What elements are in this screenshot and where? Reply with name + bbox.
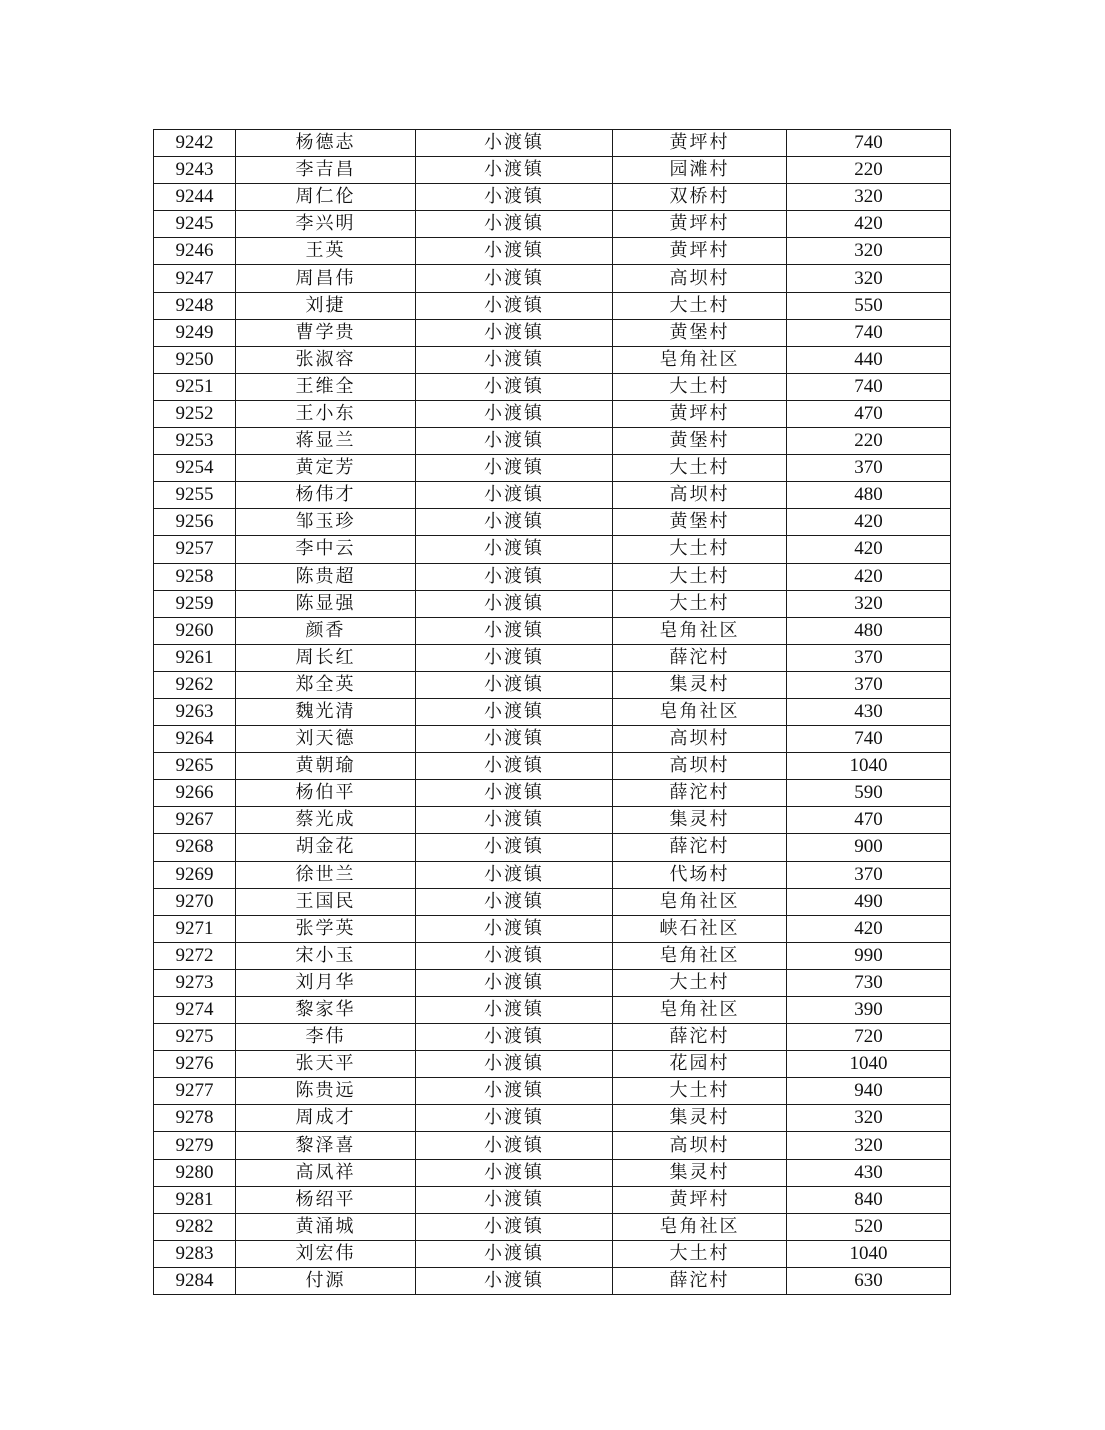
village-name: 黄堡村: [613, 509, 787, 536]
town-name: 小渡镇: [416, 184, 613, 211]
town-name: 小渡镇: [416, 1024, 613, 1051]
person-name: 王维全: [236, 373, 416, 400]
amount-value: 320: [787, 265, 951, 292]
row-number: 9256: [154, 509, 236, 536]
table-row: [154, 671, 951, 698]
village-name: 皂角社区: [613, 1213, 787, 1240]
town-name: 小渡镇: [416, 969, 613, 996]
village-name: 大土村: [613, 1078, 787, 1105]
town-name: 小渡镇: [416, 292, 613, 319]
town-name: 小渡镇: [416, 834, 613, 861]
amount-value: 900: [787, 834, 951, 861]
village-name: 大土村: [613, 563, 787, 590]
row-number: 9244: [154, 184, 236, 211]
town-name: 小渡镇: [416, 346, 613, 373]
amount-value: 420: [787, 915, 951, 942]
person-name: 李兴明: [236, 211, 416, 238]
amount-value: 320: [787, 590, 951, 617]
table-row: [154, 780, 951, 807]
amount-value: 420: [787, 211, 951, 238]
village-name: 高坝村: [613, 1132, 787, 1159]
town-name: 小渡镇: [416, 726, 613, 753]
person-name: 周仁伦: [236, 184, 416, 211]
table-row: [154, 1078, 951, 1105]
town-name: 小渡镇: [416, 807, 613, 834]
village-name: 集灵村: [613, 807, 787, 834]
town-name: 小渡镇: [416, 130, 613, 157]
person-name: 陈显强: [236, 590, 416, 617]
village-name: 代场村: [613, 861, 787, 888]
table-row: [154, 644, 951, 671]
table-row: [154, 1105, 951, 1132]
row-number: 9279: [154, 1132, 236, 1159]
person-name: 蔡光成: [236, 807, 416, 834]
person-name: 张淑容: [236, 346, 416, 373]
person-name: 高凤祥: [236, 1159, 416, 1186]
village-name: 双桥村: [613, 184, 787, 211]
row-number: 9247: [154, 265, 236, 292]
amount-value: 490: [787, 888, 951, 915]
village-name: 集灵村: [613, 1159, 787, 1186]
town-name: 小渡镇: [416, 861, 613, 888]
person-name: 陈贵远: [236, 1078, 416, 1105]
amount-value: 370: [787, 861, 951, 888]
amount-value: 370: [787, 455, 951, 482]
village-name: 峡石社区: [613, 915, 787, 942]
amount-value: 320: [787, 184, 951, 211]
village-name: 黄堡村: [613, 428, 787, 455]
amount-value: 470: [787, 400, 951, 427]
row-number: 9261: [154, 644, 236, 671]
town-name: 小渡镇: [416, 1051, 613, 1078]
village-name: 大土村: [613, 1240, 787, 1267]
village-name: 大土村: [613, 536, 787, 563]
village-name: 大土村: [613, 455, 787, 482]
village-name: 黄坪村: [613, 211, 787, 238]
table-row: [154, 319, 951, 346]
row-number: 9272: [154, 942, 236, 969]
row-number: 9269: [154, 861, 236, 888]
town-name: 小渡镇: [416, 644, 613, 671]
amount-value: 370: [787, 644, 951, 671]
town-name: 小渡镇: [416, 780, 613, 807]
village-name: 大土村: [613, 969, 787, 996]
person-name: 曹学贵: [236, 319, 416, 346]
row-number: 9251: [154, 373, 236, 400]
row-number: 9243: [154, 157, 236, 184]
amount-value: 940: [787, 1078, 951, 1105]
village-name: 黄堡村: [613, 319, 787, 346]
amount-value: 1040: [787, 1051, 951, 1078]
row-number: 9255: [154, 482, 236, 509]
row-number: 9263: [154, 698, 236, 725]
person-name: 杨绍平: [236, 1186, 416, 1213]
amount-value: 320: [787, 1132, 951, 1159]
row-number: 9281: [154, 1186, 236, 1213]
town-name: 小渡镇: [416, 1213, 613, 1240]
amount-value: 430: [787, 1159, 951, 1186]
amount-value: 740: [787, 373, 951, 400]
table-row: [154, 346, 951, 373]
table-row: [154, 211, 951, 238]
amount-value: 220: [787, 428, 951, 455]
amount-value: 370: [787, 671, 951, 698]
amount-value: 440: [787, 346, 951, 373]
village-name: 高坝村: [613, 482, 787, 509]
row-number: 9262: [154, 671, 236, 698]
town-name: 小渡镇: [416, 617, 613, 644]
row-number: 9267: [154, 807, 236, 834]
village-name: 大土村: [613, 373, 787, 400]
village-name: 薛沱村: [613, 834, 787, 861]
table-row: [154, 753, 951, 780]
person-name: 魏光清: [236, 698, 416, 725]
amount-value: 590: [787, 780, 951, 807]
table-row: [154, 834, 951, 861]
town-name: 小渡镇: [416, 455, 613, 482]
table-row: [154, 590, 951, 617]
row-number: 9284: [154, 1267, 236, 1294]
village-name: 皂角社区: [613, 997, 787, 1024]
amount-value: 740: [787, 130, 951, 157]
row-number: 9278: [154, 1105, 236, 1132]
village-name: 大土村: [613, 590, 787, 617]
person-name: 徐世兰: [236, 861, 416, 888]
town-name: 小渡镇: [416, 590, 613, 617]
table-row: [154, 1186, 951, 1213]
village-name: 薛沱村: [613, 1267, 787, 1294]
row-number: 9282: [154, 1213, 236, 1240]
amount-value: 1040: [787, 753, 951, 780]
town-name: 小渡镇: [416, 942, 613, 969]
person-name: 刘宏伟: [236, 1240, 416, 1267]
amount-value: 420: [787, 536, 951, 563]
village-name: 皂角社区: [613, 698, 787, 725]
person-name: 王英: [236, 238, 416, 265]
row-number: 9254: [154, 455, 236, 482]
village-name: 皂角社区: [613, 942, 787, 969]
village-name: 大土村: [613, 292, 787, 319]
person-name: 黎家华: [236, 997, 416, 1024]
town-name: 小渡镇: [416, 1159, 613, 1186]
town-name: 小渡镇: [416, 1186, 613, 1213]
amount-value: 740: [787, 319, 951, 346]
roster-table-body: [154, 130, 951, 1295]
table-row: [154, 238, 951, 265]
amount-value: 740: [787, 726, 951, 753]
amount-value: 730: [787, 969, 951, 996]
town-name: 小渡镇: [416, 698, 613, 725]
village-name: 花园村: [613, 1051, 787, 1078]
village-name: 黄坪村: [613, 238, 787, 265]
town-name: 小渡镇: [416, 1105, 613, 1132]
row-number: 9275: [154, 1024, 236, 1051]
village-name: 皂角社区: [613, 888, 787, 915]
row-number: 9270: [154, 888, 236, 915]
amount-value: 840: [787, 1186, 951, 1213]
amount-value: 550: [787, 292, 951, 319]
row-number: 9250: [154, 346, 236, 373]
row-number: 9252: [154, 400, 236, 427]
person-name: 杨德志: [236, 130, 416, 157]
table-row: [154, 942, 951, 969]
village-name: 薛沱村: [613, 644, 787, 671]
person-name: 黄定芳: [236, 455, 416, 482]
amount-value: 520: [787, 1213, 951, 1240]
town-name: 小渡镇: [416, 482, 613, 509]
town-name: 小渡镇: [416, 1240, 613, 1267]
person-name: 杨伯平: [236, 780, 416, 807]
person-name: 蒋显兰: [236, 428, 416, 455]
table-row: [154, 861, 951, 888]
table-row: [154, 455, 951, 482]
amount-value: 990: [787, 942, 951, 969]
village-name: 园滩村: [613, 157, 787, 184]
row-number: 9264: [154, 726, 236, 753]
person-name: 宋小玉: [236, 942, 416, 969]
roster-table: [153, 129, 951, 1295]
row-number: 9271: [154, 915, 236, 942]
amount-value: 1040: [787, 1240, 951, 1267]
table-row: [154, 509, 951, 536]
town-name: 小渡镇: [416, 157, 613, 184]
table-row: [154, 1132, 951, 1159]
table-row: [154, 157, 951, 184]
table-row: [154, 482, 951, 509]
town-name: 小渡镇: [416, 428, 613, 455]
town-name: 小渡镇: [416, 373, 613, 400]
person-name: 李吉昌: [236, 157, 416, 184]
table-row: [154, 807, 951, 834]
village-name: 黄坪村: [613, 400, 787, 427]
row-number: 9253: [154, 428, 236, 455]
row-number: 9259: [154, 590, 236, 617]
table-row: [154, 997, 951, 1024]
person-name: 刘天德: [236, 726, 416, 753]
person-name: 周成才: [236, 1105, 416, 1132]
table-row: [154, 1159, 951, 1186]
row-number: 9258: [154, 563, 236, 590]
person-name: 张天平: [236, 1051, 416, 1078]
table-row: [154, 1024, 951, 1051]
row-number: 9248: [154, 292, 236, 319]
town-name: 小渡镇: [416, 753, 613, 780]
town-name: 小渡镇: [416, 400, 613, 427]
table-row: [154, 698, 951, 725]
person-name: 王国民: [236, 888, 416, 915]
amount-value: 430: [787, 698, 951, 725]
person-name: 周长红: [236, 644, 416, 671]
table-row: [154, 1051, 951, 1078]
town-name: 小渡镇: [416, 1132, 613, 1159]
table-row: [154, 915, 951, 942]
village-name: 薛沱村: [613, 1024, 787, 1051]
person-name: 黄朝瑜: [236, 753, 416, 780]
village-name: 高坝村: [613, 265, 787, 292]
person-name: 邹玉珍: [236, 509, 416, 536]
table-row: [154, 428, 951, 455]
amount-value: 320: [787, 1105, 951, 1132]
person-name: 黎泽喜: [236, 1132, 416, 1159]
person-name: 黄涌城: [236, 1213, 416, 1240]
table-row: [154, 373, 951, 400]
town-name: 小渡镇: [416, 888, 613, 915]
town-name: 小渡镇: [416, 1078, 613, 1105]
town-name: 小渡镇: [416, 563, 613, 590]
town-name: 小渡镇: [416, 509, 613, 536]
town-name: 小渡镇: [416, 536, 613, 563]
row-number: 9276: [154, 1051, 236, 1078]
amount-value: 420: [787, 509, 951, 536]
person-name: 周昌伟: [236, 265, 416, 292]
person-name: 刘月华: [236, 969, 416, 996]
person-name: 付源: [236, 1267, 416, 1294]
row-number: 9277: [154, 1078, 236, 1105]
person-name: 李中云: [236, 536, 416, 563]
table-row: [154, 292, 951, 319]
village-name: 薛沱村: [613, 780, 787, 807]
table-row: [154, 536, 951, 563]
table-row: [154, 563, 951, 590]
amount-value: 390: [787, 997, 951, 1024]
person-name: 胡金花: [236, 834, 416, 861]
table-row: [154, 130, 951, 157]
table-row: [154, 888, 951, 915]
table-row: [154, 969, 951, 996]
village-name: 高坝村: [613, 726, 787, 753]
amount-value: 320: [787, 238, 951, 265]
table-row: [154, 1213, 951, 1240]
village-name: 黄坪村: [613, 130, 787, 157]
person-name: 李伟: [236, 1024, 416, 1051]
table-row: [154, 265, 951, 292]
row-number: 9280: [154, 1159, 236, 1186]
village-name: 集灵村: [613, 1105, 787, 1132]
row-number: 9260: [154, 617, 236, 644]
person-name: 颜香: [236, 617, 416, 644]
table-row: [154, 1267, 951, 1294]
row-number: 9266: [154, 780, 236, 807]
person-name: 杨伟才: [236, 482, 416, 509]
town-name: 小渡镇: [416, 671, 613, 698]
row-number: 9257: [154, 536, 236, 563]
town-name: 小渡镇: [416, 1267, 613, 1294]
row-number: 9249: [154, 319, 236, 346]
person-name: 刘捷: [236, 292, 416, 319]
amount-value: 480: [787, 482, 951, 509]
person-name: 陈贵超: [236, 563, 416, 590]
amount-value: 480: [787, 617, 951, 644]
village-name: 高坝村: [613, 753, 787, 780]
town-name: 小渡镇: [416, 211, 613, 238]
town-name: 小渡镇: [416, 319, 613, 346]
row-number: 9273: [154, 969, 236, 996]
amount-value: 220: [787, 157, 951, 184]
row-number: 9242: [154, 130, 236, 157]
village-name: 黄坪村: [613, 1186, 787, 1213]
table-row: [154, 400, 951, 427]
village-name: 皂角社区: [613, 617, 787, 644]
amount-value: 630: [787, 1267, 951, 1294]
person-name: 郑全英: [236, 671, 416, 698]
town-name: 小渡镇: [416, 997, 613, 1024]
amount-value: 420: [787, 563, 951, 590]
amount-value: 720: [787, 1024, 951, 1051]
town-name: 小渡镇: [416, 915, 613, 942]
amount-value: 470: [787, 807, 951, 834]
village-name: 皂角社区: [613, 346, 787, 373]
row-number: 9268: [154, 834, 236, 861]
person-name: 张学英: [236, 915, 416, 942]
table-row: [154, 184, 951, 211]
row-number: 9265: [154, 753, 236, 780]
table-row: [154, 1240, 951, 1267]
town-name: 小渡镇: [416, 265, 613, 292]
table-row: [154, 617, 951, 644]
row-number: 9283: [154, 1240, 236, 1267]
table-row: [154, 726, 951, 753]
row-number: 9245: [154, 211, 236, 238]
person-name: 王小东: [236, 400, 416, 427]
row-number: 9246: [154, 238, 236, 265]
row-number: 9274: [154, 997, 236, 1024]
village-name: 集灵村: [613, 671, 787, 698]
town-name: 小渡镇: [416, 238, 613, 265]
